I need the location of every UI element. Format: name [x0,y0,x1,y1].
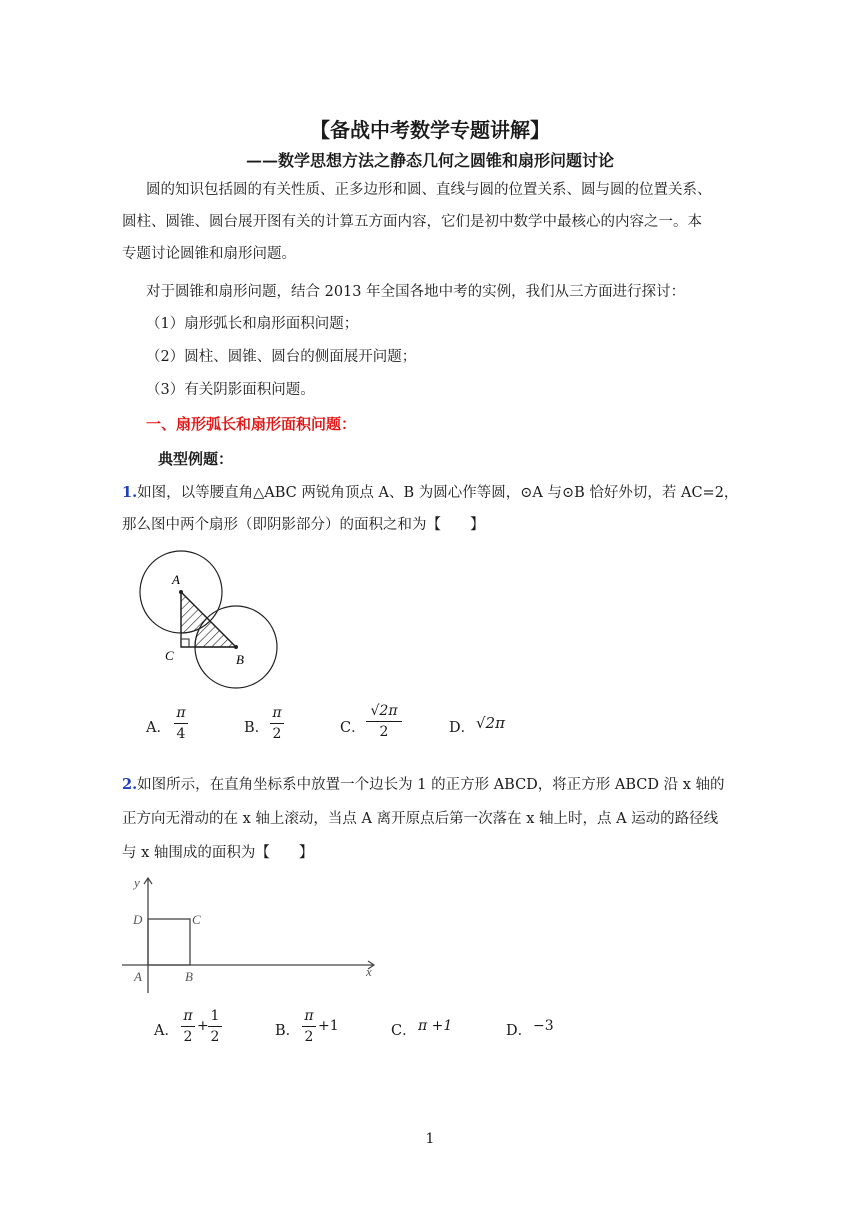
label-b: B [185,969,193,984]
q1-option-b-label: B． [244,720,270,736]
q2-option-c-value: π +1 [418,1018,453,1034]
q2-option-a-plus: + [197,1018,209,1034]
label-y: y [134,875,140,890]
q1-text-1: 如图，以等腰直角△ABC 两锐角顶点 A、B 为圆心作等圆，⊙A 与⊙B 恰好外切，若 AC=2， [137,485,739,501]
q2-option-a-fraction-2 [208,1008,222,1045]
q2-line-2: 正方向无滑动的在 x 轴上滚动，当点 A 离开原点后第一次落在 x 轴上时，点 A 运动的路径线 [122,811,719,827]
point-b [234,645,238,649]
q1-option-d-value: √2π [476,714,505,732]
right-angle-mark [181,639,189,647]
label-b: B [236,652,244,667]
q1-option-c-label: C． [340,720,366,736]
intro-line-4: 对于圆锥和扇形问题，结合 2013 年全国各地中考的实例，我们从三方面进行探讨： [146,284,686,300]
label-c: C [192,912,201,927]
section-subheading: 典型例题： [158,450,234,468]
intro-line-3: 专题讨论圆锥和扇形问题。 [122,246,296,262]
q1-option-c-fraction [366,703,402,740]
label-a: A [134,969,142,984]
intro-line-1: 圆的知识包括圆的有关性质、正多边形和圆、直线与圆的位置关系、圆与圆的位置关系、 [146,182,712,198]
q1-option-a-fraction [174,705,188,742]
q2-option-d-label: D． [506,1023,533,1039]
q2-option-b-denominator: 2 [304,1029,314,1045]
q1-option-b-numerator: π [272,705,282,721]
page-number: 1 [425,1131,435,1147]
q2-option-a-label: A． [154,1023,179,1039]
q2-line-1 [122,775,725,795]
q1-figure [132,548,282,694]
topic-item-1: （1）扇形弧长和扇形面积问题； [146,316,359,332]
intro-line-2: 圆柱、圆锥、圆台展开图有关的计算五方面内容，它们是初中数学中最核心的内容之一。本 [122,214,702,230]
topic-item-2: （2）圆柱、圆锥、圆台的侧面展开问题； [146,349,417,365]
q2-option-b-label: B． [275,1023,301,1039]
q2-line-3: 与 x 轴围成的面积为【 】 [122,845,314,861]
section-heading: 一、扇形弧长和扇形面积问题： [146,415,357,433]
q1-option-a-label: A． [146,720,171,736]
q2-option-a-fraction-1 [181,1008,195,1045]
q2-option-c-label: C． [391,1023,417,1039]
q2-option-a-numerator-1: π [183,1008,193,1024]
q2-text-1: 如图所示，在直角坐标系中放置一个边长为 1 的正方形 ABCD，将正方形 ABCD 沿 x 轴的 [137,777,725,793]
q2-number: 2. [122,776,138,793]
square-abcd [148,919,190,965]
q2-option-d-value: −3 [533,1018,554,1034]
page-title: 【备战中考数学专题讲解】 [310,118,550,142]
q1-option-a-denominator: 4 [176,726,186,742]
label-a: A [172,572,180,587]
label-c: C [165,648,174,663]
label-x: x [366,964,372,979]
q1-option-a-numerator: π [176,705,186,721]
point-a [179,590,183,594]
q1-line-2: 那么图中两个扇形（即阴影部分）的面积之和为【 】 [122,517,485,533]
q1-line-1 [122,483,738,503]
q1-option-b-denominator: 2 [272,726,282,742]
q1-option-d-label: D． [449,720,476,736]
q2-option-b-numerator: π [304,1008,314,1024]
q1-option-c-denominator: 2 [379,724,389,740]
q2-option-b-rest: +1 [318,1018,339,1034]
label-d: D [133,912,143,927]
q2-option-b-fraction [302,1008,316,1045]
topic-item-3: （3）有关阴影面积问题。 [146,382,315,398]
q2-option-a-denominator-1: 2 [183,1029,193,1045]
q2-option-a-numerator-2: 1 [210,1008,220,1024]
q1-option-b-fraction [270,705,284,742]
q1-option-c-numerator: √2π [370,703,398,719]
page-subtitle: ——数学思想方法之静态几何之圆锥和扇形问题讨论 [245,151,614,170]
q1-number: 1. [122,484,138,501]
q2-option-a-denominator-2: 2 [210,1029,220,1045]
q2-figure [118,868,384,998]
